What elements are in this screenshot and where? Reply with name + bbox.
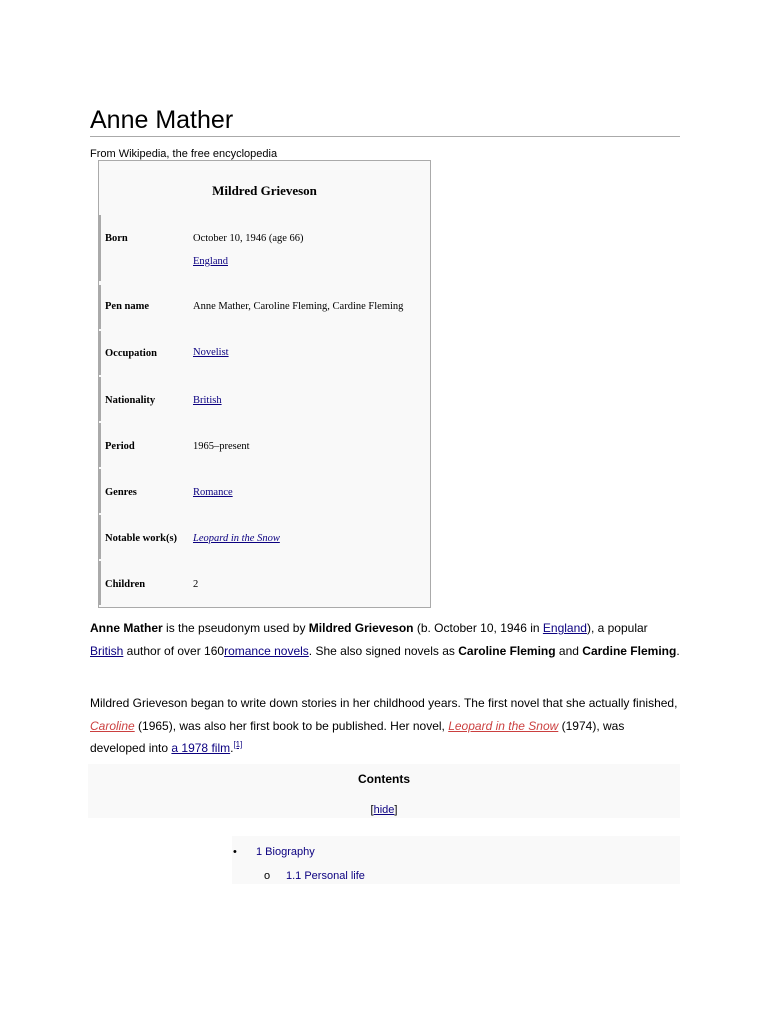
row-divider	[99, 215, 101, 281]
real-name: Mildred Grieveson	[308, 621, 414, 635]
toc-toggle	[88, 804, 680, 816]
infobox-row-born	[99, 215, 430, 281]
infobox-value: Anne Mather, Caroline Fleming, Cardine Fleming	[193, 301, 404, 312]
film-link[interactable]: a 1978 film	[171, 741, 231, 755]
intro-paragraph	[90, 617, 680, 662]
infobox-label: Occupation	[105, 348, 157, 359]
leopard-in-the-snow-link[interactable]: Leopard in the Snow	[193, 533, 280, 544]
caroline-link[interactable]: Caroline	[90, 718, 135, 733]
row-divider	[99, 515, 101, 559]
row-divider	[99, 285, 101, 329]
infobox-label: Born	[105, 233, 128, 244]
text: Mildred Grieveson began to write down stories in her childhood years. The first novel that she actually finished,	[90, 696, 678, 710]
romance-link[interactable]: Romance	[193, 487, 233, 498]
romance-novels-link[interactable]: romance novels	[224, 643, 309, 658]
text: .	[676, 643, 680, 658]
infobox-row-notable-works	[99, 515, 430, 559]
row-divider	[99, 423, 101, 467]
infobox-row-nationality	[99, 377, 430, 421]
biography-paragraph	[90, 692, 680, 760]
text: and	[555, 643, 583, 658]
toc-hide-link[interactable]: hide	[373, 804, 395, 816]
text: .	[230, 741, 234, 755]
bracket: ]	[394, 804, 398, 816]
england-link[interactable]: England	[193, 256, 228, 267]
row-divider	[99, 469, 101, 513]
leopard-in-the-snow-link[interactable]: Leopard in the Snow	[448, 718, 559, 733]
pen-name-1: Caroline Fleming	[458, 643, 556, 658]
bracket: [	[370, 804, 374, 816]
text: author of over 160	[123, 643, 225, 658]
infobox-label: Pen name	[105, 301, 150, 312]
reference-link[interactable]: [1]	[233, 740, 243, 749]
text: (1974), was developed into	[90, 718, 625, 755]
text: is the pseudonym used by	[162, 621, 309, 635]
infobox-row-children	[99, 561, 430, 605]
infobox-value: 1965–present	[193, 441, 250, 452]
page-tagline: From Wikipedia, the free encyclopedia	[90, 148, 278, 160]
novelist-link[interactable]: Novelist	[193, 347, 229, 358]
toc-item-biography[interactable]: 1 Biography	[256, 846, 315, 858]
text: ), a popular	[586, 621, 648, 635]
british-link[interactable]: British	[193, 395, 222, 406]
sub-bullet-icon: o	[264, 870, 271, 882]
british-link[interactable]: British	[90, 643, 124, 658]
infobox-row-period	[99, 423, 430, 467]
infobox-value: 2	[193, 579, 199, 590]
text: (1965), was also her first book to be published. Her novel,	[134, 718, 449, 733]
england-link[interactable]: England	[542, 621, 587, 635]
toc-title: Contents	[358, 772, 410, 786]
infobox-value: October 10, 1946 (age 66)	[193, 233, 304, 244]
infobox-label: Children	[105, 579, 146, 590]
toc-item-personal-life[interactable]: 1.1 Personal life	[286, 870, 365, 882]
text: (b. October 10, 1946 in	[413, 621, 543, 635]
row-divider	[99, 331, 101, 375]
infobox-label: Genres	[105, 487, 137, 498]
row-divider	[99, 377, 101, 421]
table-of-contents	[88, 764, 680, 818]
infobox-title: Mildred Grieveson	[212, 183, 317, 198]
bullet-icon: •	[233, 846, 237, 858]
infobox-row-genres	[99, 469, 430, 513]
text: . She also signed novels as	[308, 643, 459, 658]
infobox-row-pen-name	[99, 285, 430, 329]
subject-name: Anne Mather	[90, 621, 163, 635]
page-title: Anne Mather	[90, 105, 680, 137]
infobox-label: Period	[105, 441, 135, 452]
row-divider	[99, 561, 101, 605]
infobox-row-occupation	[99, 331, 430, 375]
pen-name-2: Cardine Fleming	[582, 643, 677, 658]
infobox	[98, 160, 431, 608]
infobox-label: Notable work(s)	[105, 533, 178, 544]
infobox-label: Nationality	[105, 395, 156, 406]
